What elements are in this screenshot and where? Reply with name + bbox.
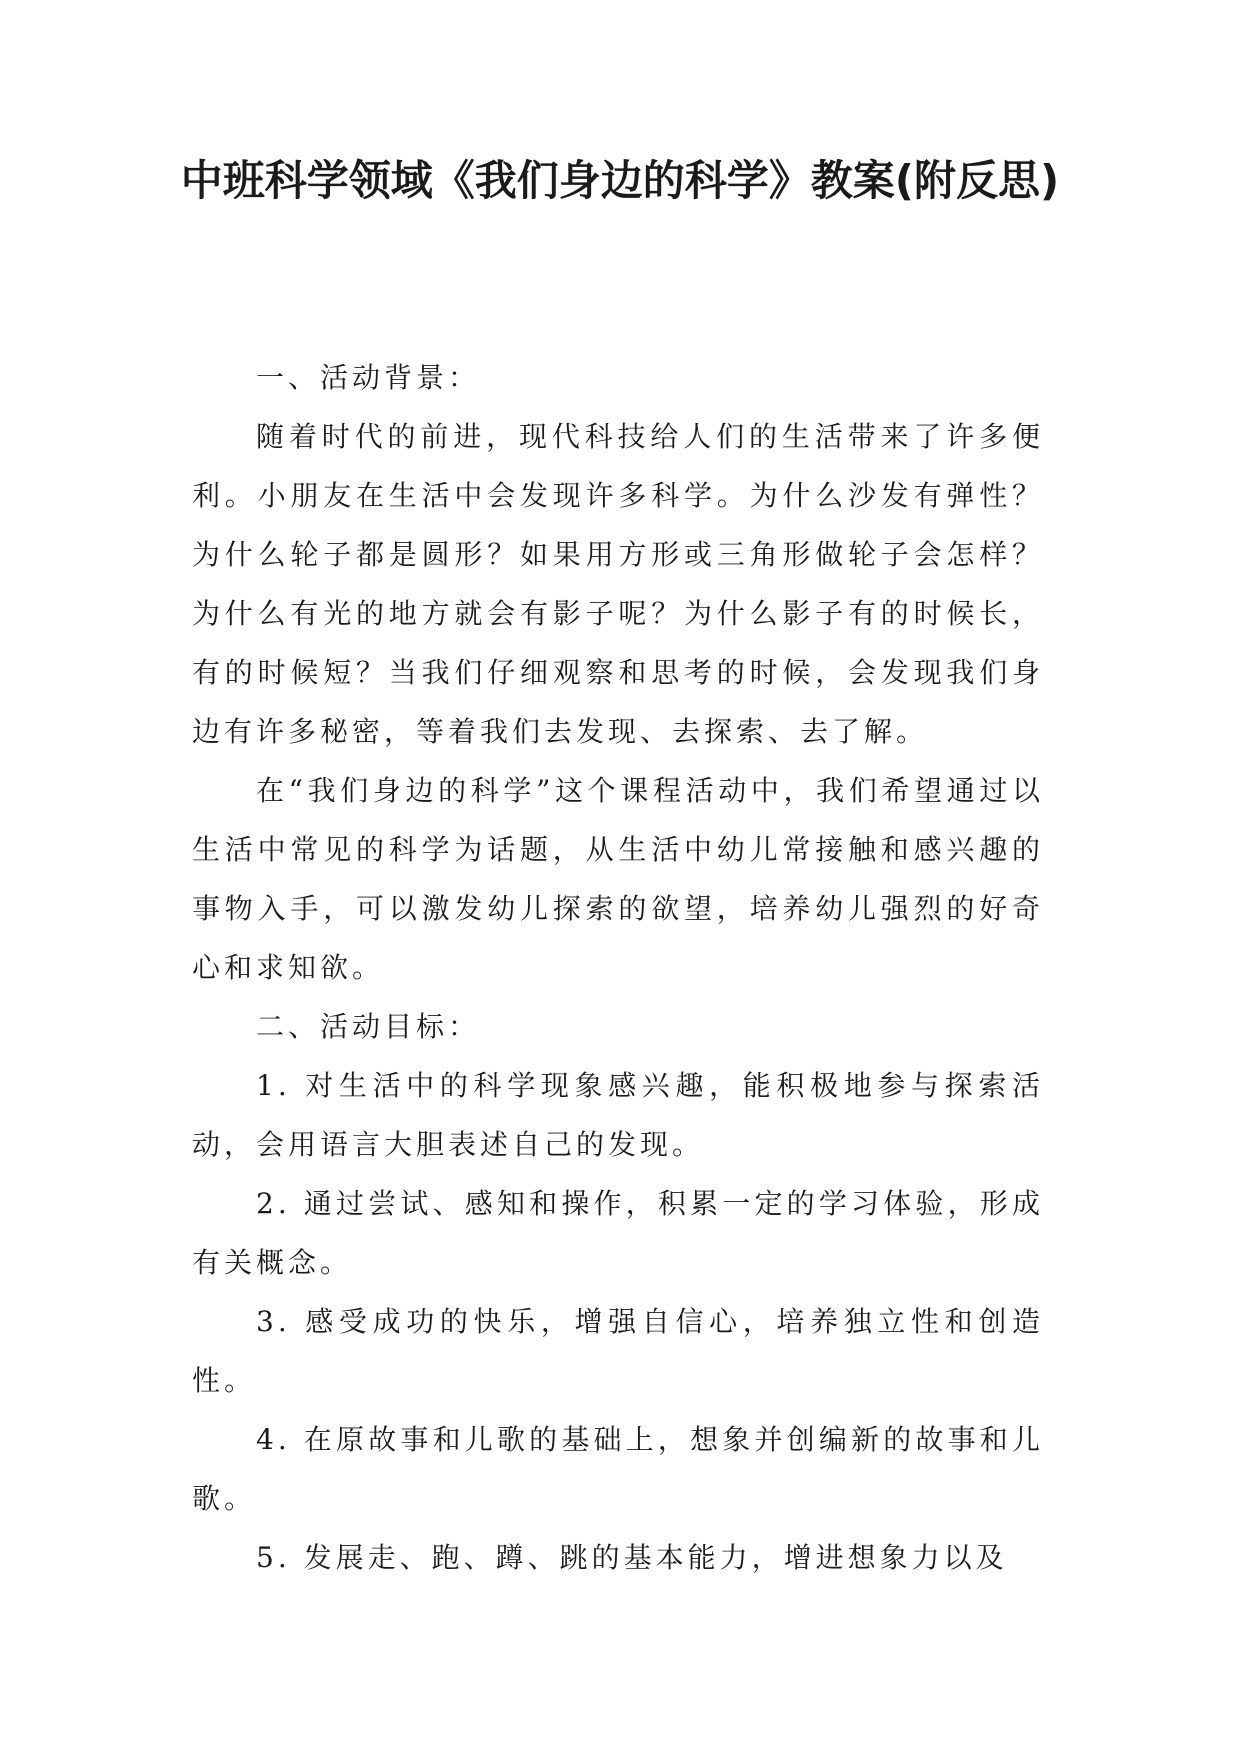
goal-item-4: 4. 在原故事和儿歌的基础上，想象并创编新的故事和儿歌。 [192, 1423, 1044, 1515]
paragraph-background-1: 随着时代的前进，现代科技给人们的生活带来了许多便利。小朋友在生活中会发现许多科学。为什么沙发有弹性？为什么轮子都是圆形？如果用方形或三角形做轮子会怎样？为什么有光的地方就会有影子呢？为什么影子有的时候长，有的时候短？当我们仔细观察和思考的时候，会发现我们身边有许多秘密，等着我们去发现、去探索、去了解。 [192, 420, 1044, 748]
paragraph-background-2: 在“我们身边的科学”这个课程活动中，我们希望通过以生活中常见的科学为话题，从生活中幼儿常接触和感兴趣的事物入手，可以激发幼儿探索的欲望，培养幼儿强烈的好奇心和求知欲。 [192, 774, 1044, 984]
goal-item-2: 2. 通过尝试、感知和操作，积累一定的学习体验，形成有关概念。 [192, 1187, 1044, 1279]
document-title: 中班科学领域《我们身边的科学》教案(附反思) [180, 156, 1060, 205]
goal-item-5: 5. 发展走、跑、蹲、跳的基本能力，增进想象力以及 [256, 1541, 1008, 1574]
section-heading-background: 一、活动背景： [256, 361, 481, 394]
goal-item-3: 3. 感受成功的快乐，增强自信心，培养独立性和创造性。 [192, 1305, 1044, 1397]
goal-item-1: 1. 对生活中的科学现象感兴趣，能积极地参与探索活动，会用语言大胆表述自己的发现。 [192, 1069, 1044, 1161]
section-heading-goals: 二、活动目标： [256, 1010, 481, 1043]
document-body [192, 348, 1044, 1587]
